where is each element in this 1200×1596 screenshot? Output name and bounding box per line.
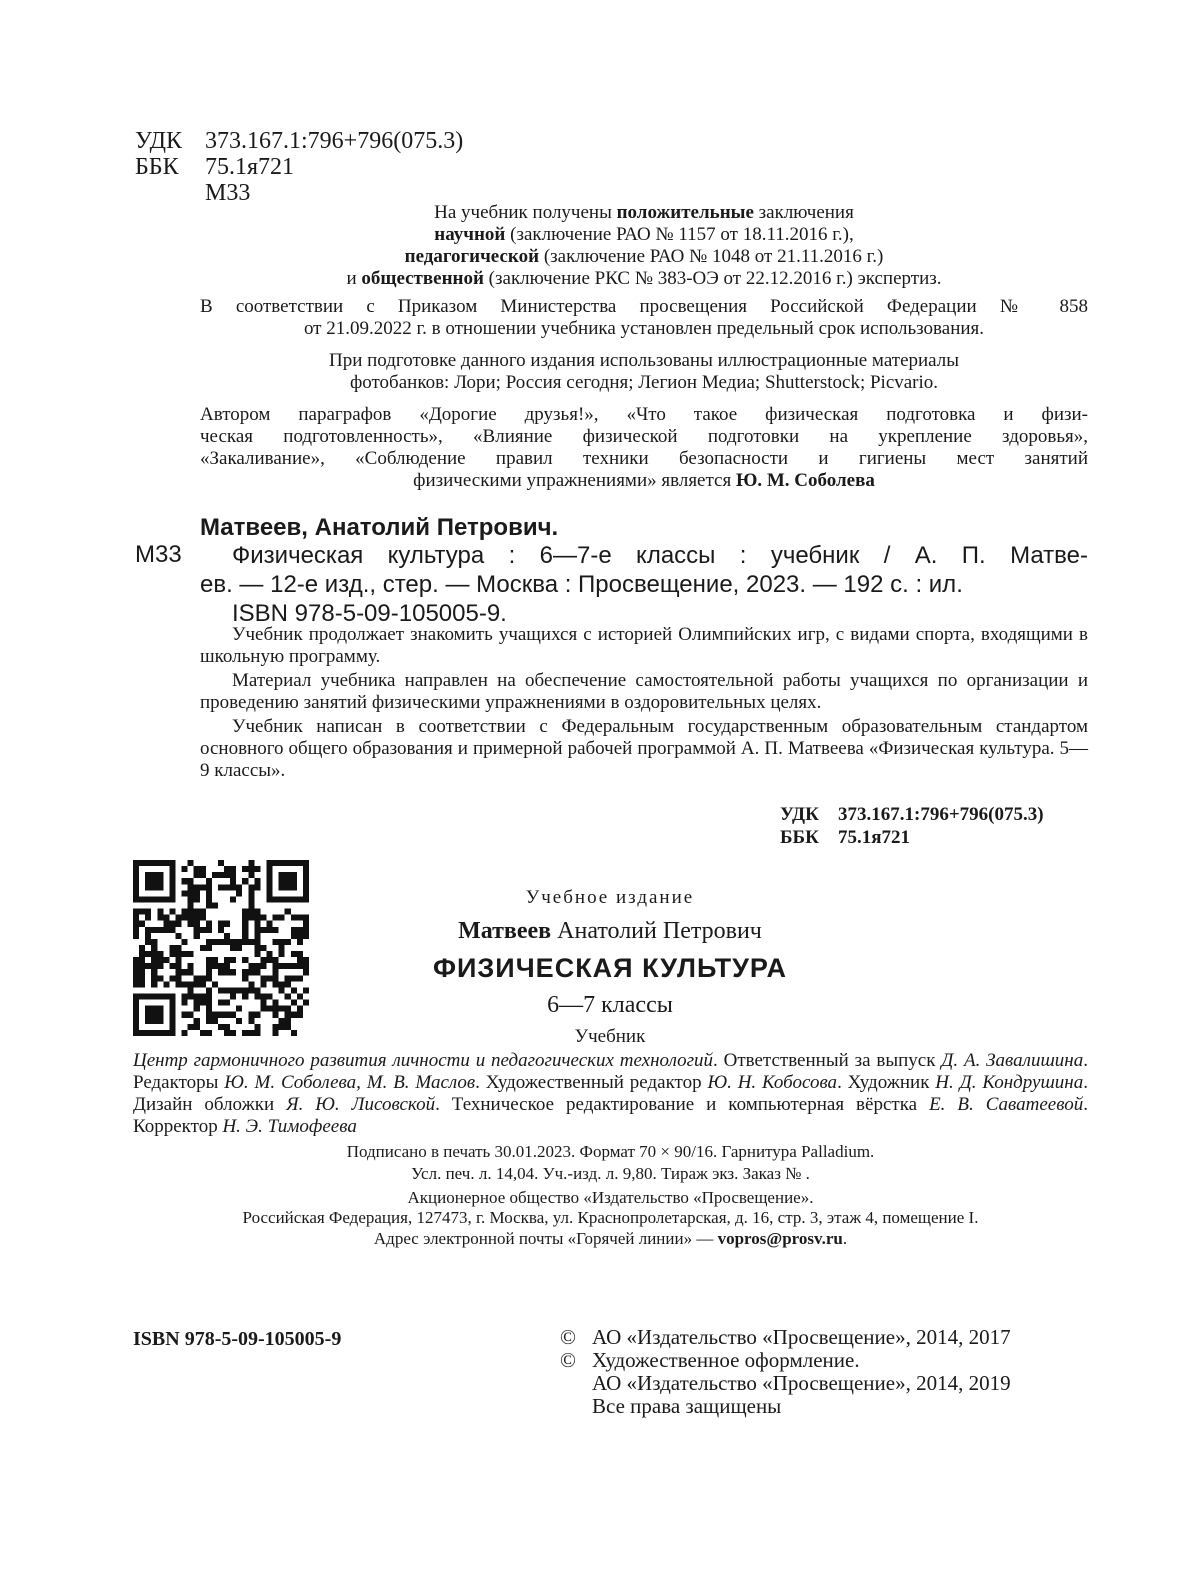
annotation-paragraph: Материал учебника направлен на обеспечение самостоятельной работы учащихся по организации и проведению занятий физическими упражнениями в оздоровительных целях.	[200, 670, 1088, 713]
copyright-block: © АО «Издательство «Просвещение», 2014, 2017 © Художественное оформление. АО «Издательство «Просвещение», 2014, 2019 Все права защищены	[560, 1325, 1011, 1418]
copyright-icon: ©	[560, 1325, 576, 1349]
card-code: М33	[135, 541, 182, 568]
edition-credits: Центр гармоничного развития личности и педагогических технологий. Ответственный за выпуск Д. А. Завалишина. Редакторы Ю. М. Соболева, М. В. Маслов. Художественный редактор Ю. Н. Кобосова. Художник Н. Д. Кондрушина. Дизайн обложки Я. Ю. Лисовской. Техническое редактирование и компьютерная вёрстка Е. В. Саватеевой. Корректор Н. Э. Тимофеева	[133, 1050, 1088, 1137]
annotation-paragraph: Учебник написан в соответствии с Федеральным государственным образовательным стандартом основного общего образования и примерной рабочей программой А. П. Матвеева «Физическая культура. 5—9 классы».	[200, 716, 1088, 781]
edition-kind: Учебник	[574, 1026, 646, 1047]
edition-grade: 6—7 классы	[547, 992, 673, 1018]
publisher-address: Российская Федерация, 127473, г. Москва, ул. Краснопролетарская, д. 16, стр. 3, этаж 4, помещение I.	[242, 1208, 979, 1227]
isbn: ISBN 978-5-09-105005-9	[133, 1328, 342, 1350]
classification-header	[135, 128, 463, 206]
hotline-email: Адрес электронной почты «Горячей линии» — vopros@prosv.ru.	[373, 1229, 848, 1248]
bbk-value: 75.1я721	[205, 154, 295, 180]
edition-title: ФИЗИЧЕСКАЯ КУЛЬТУРА	[432, 953, 788, 983]
print-details: Усл. печ. л. 14,04. Уч.-изд. л. 9,80. Тираж экз. Заказ № .	[411, 1164, 810, 1183]
edition-type: Учебное издание	[525, 887, 695, 908]
print-details: Подписано в печать 30.01.2023. Формат 70 × 90/16. Гарнитура Palladium.	[346, 1142, 875, 1161]
usage-term-note: В соответствии с Приказом Министерства просвещения Российской Федерации № 858 от 21.09.2022 г. в отношении учебника установлен предельный срок использования.	[200, 296, 1088, 339]
copyright-icon: ©	[560, 1348, 576, 1372]
udk-label: УДК	[135, 128, 182, 154]
card-isbn: ISBN 978-5-09-105005-9.	[232, 600, 507, 627]
expertise-block: На учебник получены положительные заключения научной (заключение РАО № 1157 от 18.11.2016 г.), педагогической (заключение РАО № 1048 от 21.11.2016 г.) и общественной (заключение РКС № 383-ОЭ от 22.12.2016 г.) экспертиз.	[346, 202, 942, 289]
card-classification: УДК 373.167.1:796+796(075.3) ББК 75.1я721	[780, 804, 1044, 848]
paragraph-author-note: Автором параграфов «Дорогие друзья!», «Что такое физическая подготовка и физи- ческая подготовленность», «Влияние физической подготовки на укрепление здоровья», «Закаливание», «Соблюдение правил техники безопасности и гигиены мест занятий физическими упражнениями» является Ю. М. Соболева	[200, 404, 1088, 491]
annotation-paragraph: Учебник продолжает знакомить учащихся с историей Олимпийских игр, с видами спорта, входящими в школьную программу.	[200, 624, 1088, 667]
email-link[interactable]: vopros@prosv.ru	[717, 1229, 843, 1248]
card-description: Физическая культура : 6—7-е классы : учебник / А. П. Матве- ев. — 12-е изд., стер. — Москва : Просвещение, 2023. — 192 с. : ил. ISBN 978-5-09-105005-9.	[200, 542, 1088, 627]
publisher-name: Акционерное общество «Издательство «Просвещение».	[407, 1188, 814, 1207]
edition-author: Матвеев Анатолий Петрович	[458, 918, 762, 944]
card-heading: Матвеев, Анатолий Петрович.	[200, 514, 559, 541]
card-annotation	[200, 624, 1088, 784]
author-mark: М33	[205, 180, 251, 206]
udk-value: 373.167.1:796+796(075.3)	[205, 128, 464, 154]
bbk-label: ББК	[135, 154, 179, 180]
photo-credits: При подготовке данного издания использованы иллюстрационные материалы фотобанков: Лори; Россия сегодня; Легион Медиа; Shutterstock; Picvario.	[328, 350, 960, 393]
